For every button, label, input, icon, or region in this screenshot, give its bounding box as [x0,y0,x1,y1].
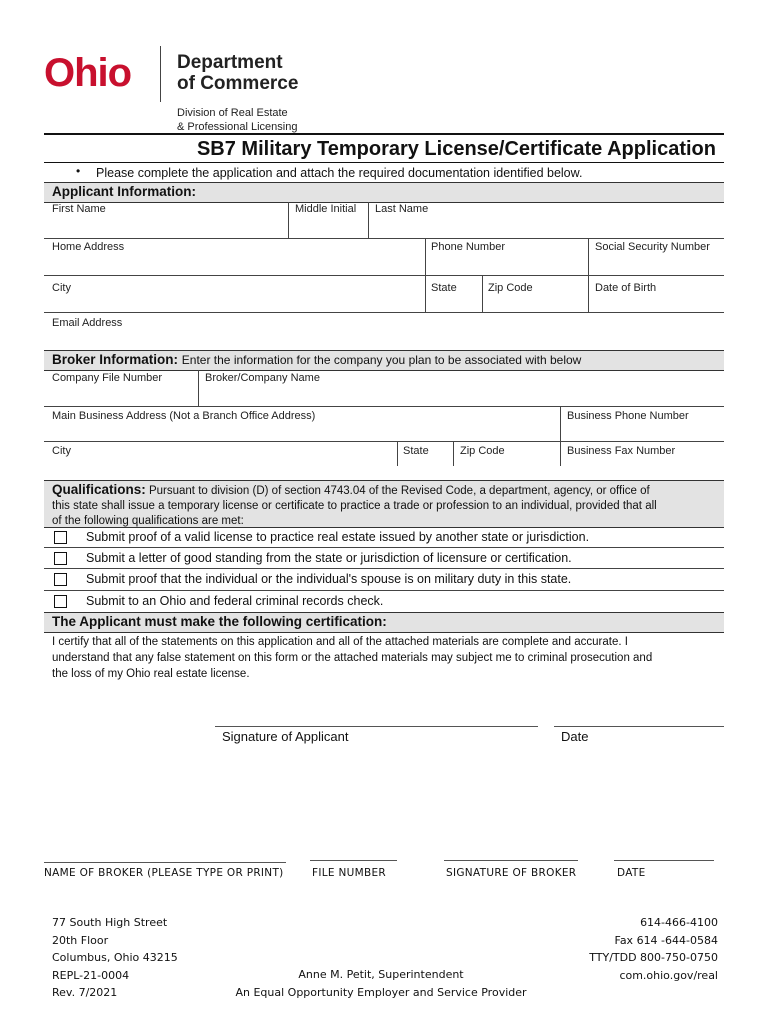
divider [198,370,199,406]
bullet-icon: • [76,164,81,178]
qualification-item-4: Submit to an Ohio and federal criminal records check. [86,594,384,608]
company-name-label: Broker/Company Name [205,372,320,384]
address-line1: 77 South High Street [52,916,168,929]
form-code: REPL-21-0004 [52,968,130,982]
broker-city-label: City [52,445,71,457]
logo-divider [160,46,161,102]
email-label: Email Address [52,317,123,329]
dob-label: Date of Birth [595,282,657,294]
broker-section-header [44,350,724,371]
address-line3: Columbus, Ohio 43215 [52,951,178,964]
broker-zip-label: Zip Code [460,445,505,457]
division-line1: Division of Real Estate [177,107,288,119]
business-phone-field[interactable] [566,424,720,440]
broker-date-label: DATE [617,867,646,879]
divider [588,238,589,275]
date-label: Date [561,729,589,744]
address-line2: 20th Floor [52,933,109,947]
instruction-text: Please complete the application and attach the required documentation identified below. [96,166,583,180]
checkbox-icon[interactable] [54,531,67,544]
qualification-item-2: Submit a letter of good standing from the state or jurisdiction of licensure or certification. [86,551,572,565]
ssn-field[interactable] [593,255,721,273]
department-line2: of Commerce [177,73,299,94]
qualification-item-3: Submit proof that the individual or the individual's spouse is on military duty in this state. [86,572,572,586]
row-divider [44,441,724,442]
main-address-label: Main Business Address (Not a Branch Office Address) [52,410,316,422]
broker-city-field[interactable] [52,458,392,466]
divider [425,238,426,275]
applicant-signature-line[interactable] [215,726,538,727]
divider [588,275,589,312]
divider [482,275,483,312]
certification-line1: I certify that all of the statements on this application and all of the attached materials are complete and accurate. I [52,636,628,648]
last-name-field[interactable] [372,216,720,236]
divider [453,441,454,466]
applicant-heading: Applicant Information: [52,184,196,199]
broker-name-label: NAME OF BROKER (PLEASE TYPE OR PRINT) [44,867,284,879]
qualification-item-1: Submit proof of a valid license to practice real estate issued by another state or jurisdiction. [86,530,590,544]
city-label: City [52,282,71,294]
phone-number-field[interactable] [430,255,584,273]
row-divider [44,568,724,569]
revision-date: Rev. 7/2021 [52,986,118,999]
company-file-number-field[interactable] [52,386,194,404]
company-file-number-label: Company File Number [52,372,163,384]
qualifications-heading: Qualifications: [52,482,146,497]
broker-heading-bold: Broker Information: [52,352,179,367]
broker-state-label: State [403,445,429,457]
contact-block [540,914,718,984]
divider [368,202,369,238]
broker-heading [44,351,724,369]
phone-number-label: Phone Number [431,241,505,253]
department-name [177,52,298,94]
zip-code-field[interactable] [487,295,584,311]
office-address [52,914,178,1002]
ssn-label: Social Security Number [595,241,710,253]
superintendent-name: Anne M. Petit, Superintendent [298,968,464,981]
row-divider [44,312,724,313]
applicant-date-line[interactable] [554,726,724,727]
qualifications-intro [52,482,720,529]
qualifications-intro-part3: of the following qualifications are met: [52,515,244,527]
title-bottom-rule [44,162,724,163]
applicant-section-header [44,182,724,203]
checkbox-icon[interactable] [54,552,67,565]
company-name-field[interactable] [204,386,720,404]
state-label: State [431,282,457,294]
broker-signature-label: SIGNATURE OF BROKER [446,867,577,879]
divider [425,275,426,312]
state-field[interactable] [430,295,478,311]
equal-opportunity-statement: An Equal Opportunity Employer and Service Provider [235,985,527,999]
row-divider [44,547,724,548]
certification-heading: The Applicant must make the following certification: [52,614,387,629]
business-phone-label: Business Phone Number [567,410,689,422]
qualifications-intro-part2: this state shall issue a temporary license or certificate to practice a trade or profession to an individual, provided that all [52,500,657,512]
divider [397,441,398,466]
division-line2: & Professional Licensing [177,121,298,133]
first-name-field[interactable] [52,212,284,236]
broker-date-line[interactable] [614,860,714,861]
middle-initial-label: Middle Initial [295,203,357,215]
qualifications-intro-part1: Pursuant to division (D) of section 4743.04 of the Revised Code, a department, agency, or office of [148,485,650,497]
certification-line3: the loss of my Ohio real estate license. [52,668,250,680]
business-fax-label: Business Fax Number [567,445,676,457]
last-name-label: Last Name [375,203,429,215]
fax-number: Fax 614 -644-0584 [614,933,718,947]
file-number-label: FILE NUMBER [312,867,386,879]
qualifications-line1 [52,482,720,499]
row-divider [44,406,724,407]
title-top-rule [44,133,724,135]
city-field[interactable] [52,295,420,311]
row-divider [44,590,724,591]
row-divider [44,275,724,276]
zip-code-label: Zip Code [488,282,533,294]
certification-section-header [44,612,724,633]
website-link[interactable]: com.ohio.gov/real [619,968,718,982]
checkbox-icon[interactable] [54,595,67,608]
divider [560,406,561,466]
phone-number: 614-466-4100 [640,916,718,929]
division-name [177,106,297,134]
row-divider [44,238,724,239]
tty-number: TTY/TDD 800-750-0750 [589,951,718,964]
business-fax-field[interactable] [566,458,720,466]
document-title: SB7 Military Temporary License/Certificate Application [196,138,716,160]
dob-field[interactable] [593,295,721,311]
superintendent-block [200,966,562,1001]
ohio-logo: Ohio [44,51,132,95]
signature-of-applicant-label: Signature of Applicant [222,729,349,744]
broker-signature-line[interactable] [444,860,578,861]
main-address-field[interactable] [52,424,556,440]
checkbox-icon[interactable] [54,573,67,586]
certification-line2: understand that any false statement on this form or the attached materials may subject me to criminal prosecution and [52,652,653,664]
certification-statement [52,634,720,682]
broker-state-field[interactable] [402,458,450,466]
divider [288,202,289,238]
first-name-label: First Name [52,203,106,215]
broker-name-line[interactable] [44,862,286,863]
file-number-line[interactable] [310,860,397,861]
broker-subheading: Enter the information for the company you plan to be associated with below [181,353,582,367]
home-address-field[interactable] [52,255,420,273]
home-address-label: Home Address [52,241,125,253]
email-field[interactable] [130,315,720,331]
department-line1: Department [177,52,283,73]
middle-initial-field[interactable] [292,216,364,236]
broker-zip-field[interactable] [458,458,556,466]
